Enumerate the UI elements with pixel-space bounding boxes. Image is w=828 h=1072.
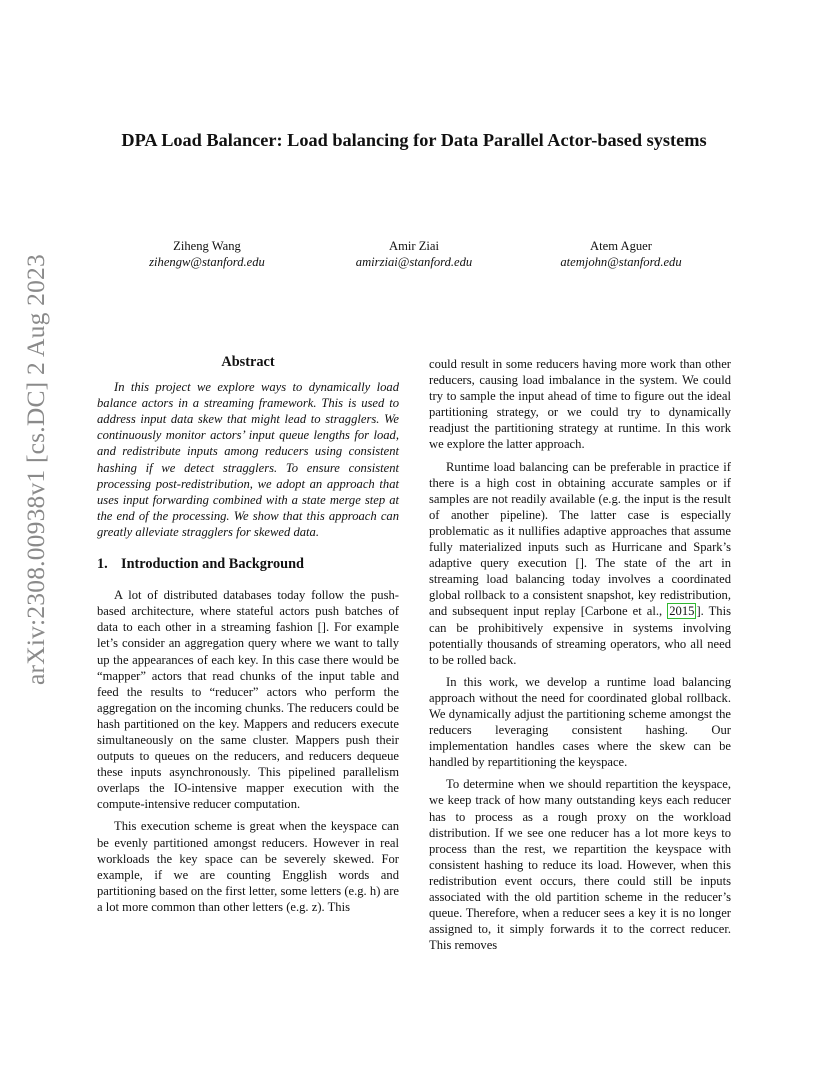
body-paragraph: A lot of distributed databases today follow the push-based architecture, where stateful actors push batches of data to each other in a streaming fashion []. For example let’s consider an aggregation query where we want to tally up the appearances of each key. In this case there would be “mapper” actors that read chunks of the input table and feed the results to “reducer” actors who perform the aggregation on the incoming chunks. The reducers could be hash partitioned on the key. Mappers and reducers execute simultaneously on the same cluster. Mappers push their outputs to queues on the reducers, and reducers dequeue these inputs asynchronously. This pipelined parallelism overlaps the IO-intensive mapper execution with the compute-intensive reducer computation. bbox=[97, 588, 399, 812]
body-paragraph: could result in some reducers having more work than other reducers, causing load imbalance in the system. We could try to sample the input ahead of time to figure out the ideal partitioning strategy, or we could try to dynamically readjust the partitioning strategy at runtime. In this work we explore the latter approach. bbox=[429, 357, 731, 452]
abstract-heading: Abstract bbox=[221, 354, 275, 370]
abstract-text: In this project we explore ways to dynamically load balance actors in a streaming framework. This is used to address input data skew that might lead to stragglers. We continuously monitor actors’ input queue lengths for load, and redistribute inputs among reducers using consistent hashing if we detect stragglers. To ensure consistent processing post-redistribution, we adopt an approach that uses input forwarding combined with a state merge step at the end of the processing. We show that this approach can greatly alleviate stragglers for skewed data. bbox=[97, 380, 399, 539]
author-name: Ziheng Wang bbox=[173, 239, 241, 253]
left-column bbox=[97, 354, 399, 915]
section-title: Introduction and Background bbox=[121, 556, 305, 573]
section-heading bbox=[97, 556, 399, 572]
author-block bbox=[541, 238, 701, 270]
author-email: atemjohn@stanford.edu bbox=[560, 255, 682, 269]
arxiv-identifier: arXiv:2308.00938v1 [cs.DC] 2 Aug 2023 bbox=[21, 254, 50, 685]
body-paragraph: To determine when we should repartition the keyspace, we keep track of how many outstanding keys each reducer has to process as a rough proxy on the workload distribution. If we see one reducer has a lot more keys to process than the rest, we repartition the keyspace with consistent hashing to reduce its load. However, when this redistribution event occurs, there could still be inputs associated with the old partition scheme in the reducer’s queue. Therefore, when a reducer sees a key it is no longer assigned to, it simply forwards it to the correct reducer. This removes bbox=[429, 777, 731, 953]
author-name: Amir Ziai bbox=[388, 239, 439, 253]
body-paragraph: This execution scheme is great when the keyspace can be evenly partitioned amongst reducers. However in real workloads the key space can be severely skewed. For example, if we are counting Engglish words and partitioning based on the first letter, some letters (e.g. h) are a lot more common than other letters (e.g. z). This bbox=[97, 819, 399, 914]
paragraph-text: ]. This can be prohibitively expensive in systems involving potentially thousands of streaming operators, who all need to be rolled back. bbox=[429, 604, 732, 667]
section-number: 1. bbox=[97, 556, 108, 573]
citation-link[interactable]: 2015 bbox=[669, 604, 695, 619]
author-email: zihengw@stanford.edu bbox=[149, 255, 265, 269]
paragraph-text: Runtime load balancing can be preferable in practice if there is a high cost in obtaining accurate samples or if samples are not readily available (e.g. the input is the result of another pipeline). The latter case is especially problematic as it nullifies adaptive approaches that assume fully materialized inputs such as Hurricane and Spark’s adaptive query execution []. The state of the art in streaming load balancing today involves a coordinated global rollback to a consistent snapshot, key redistribution, and subsequent input replay [Carbone et al., bbox=[429, 459, 731, 619]
author-email: amirziai@stanford.edu bbox=[355, 255, 473, 269]
author-block bbox=[334, 238, 494, 270]
author-block bbox=[127, 238, 287, 270]
paper-title: DPA Load Balancer: Load balancing for Data Parallel Actor-based systems bbox=[121, 130, 707, 150]
body-paragraph bbox=[429, 459, 731, 668]
body-paragraph: In this work, we develop a runtime load balancing approach without the need for coordinated global rollback. We dynamically adjust the partitioning scheme amongst the reducers leveraging consistent hashing. Our implementation handles cases where the skew can be handled by repartitioning the keyspace. bbox=[429, 674, 731, 770]
right-column bbox=[429, 356, 731, 953]
author-name: Atem Aguer bbox=[590, 239, 652, 253]
